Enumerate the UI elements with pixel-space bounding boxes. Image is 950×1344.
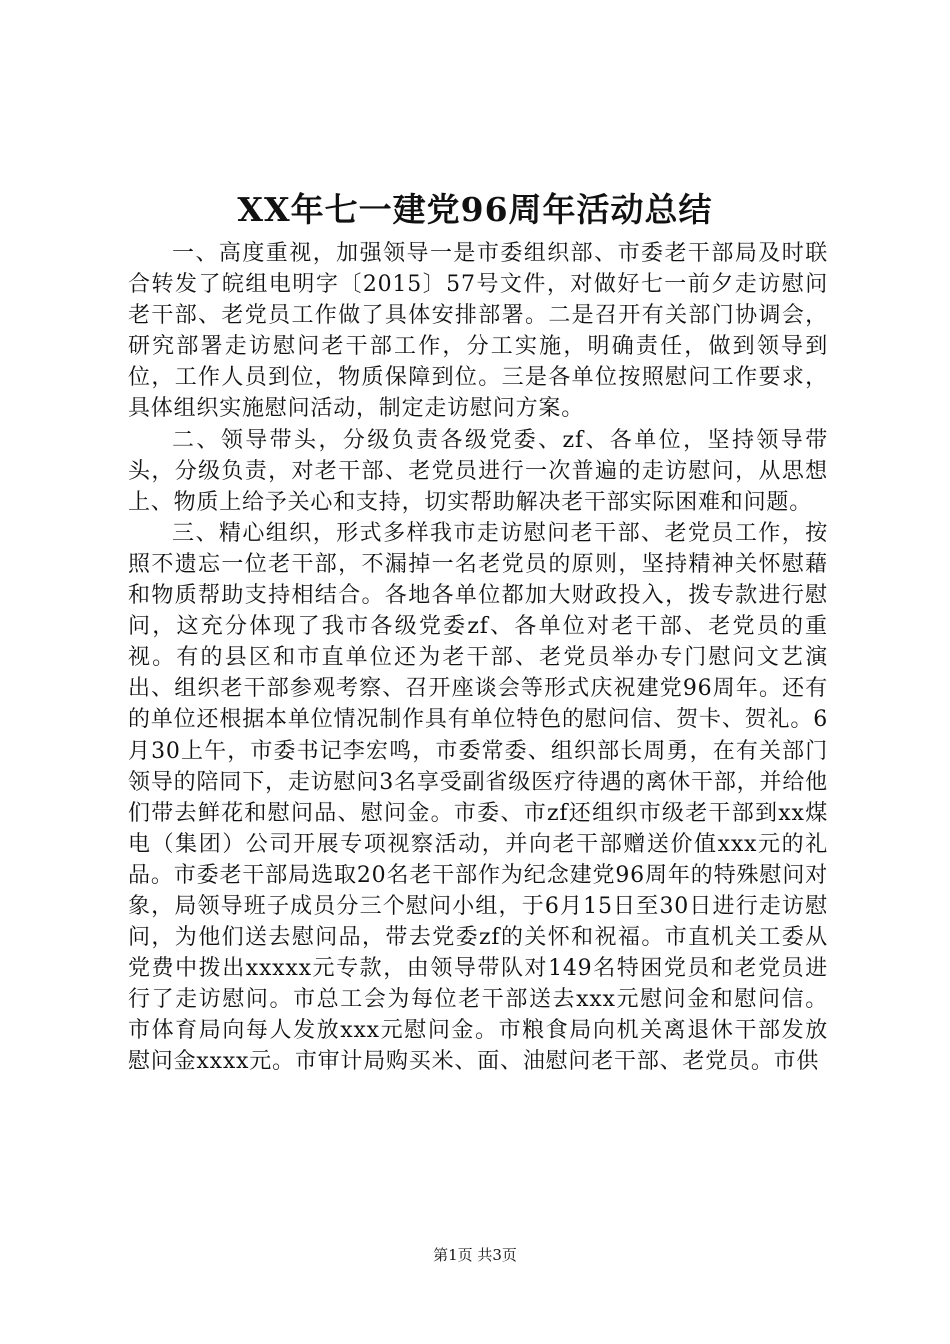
document-body [128, 238, 828, 1078]
page-number-footer: 第1页 共3页 [433, 1246, 517, 1264]
document-title: XX年七一建党96周年活动总结 [237, 190, 713, 229]
paragraph-2: 二、领导带头，分级负责各级党委、zf、各单位，坚持领导带头，分级负责，对老干部、老党员进行一次普遍的走访慰问，从思想上、物质上给予关心和支持，切实帮助解决老干部实际困难和问题。 [128, 427, 828, 515]
paragraph-1: 一、高度重视，加强领导一是市委组织部、市委老干部局及时联合转发了皖组电明字〔2015〕57号文件，对做好七一前夕走访慰问老干部、老党员工作做了具体安排部署。二是召开有关部门协调会，研究部署走访慰问老干部工作，分工实施，明确责任，做到领导到位，工作人员到位，物质保障到位。三是各单位按照慰问工作要求，具体组织实施慰问活动，制定走访慰问方案。 [128, 241, 828, 422]
paragraph-3: 三、精心组织，形式多样我市走访慰问老干部、老党员工作，按照不遗忘一位老干部，不漏掉一名老党员的原则，坚持精神关怀慰藉和物质帮助支持相结合。各地各单位都加大财政投入，拨专款进行慰问，这充分体现了我市各级党委zf、各单位对老干部、老党员的重视。有的县区和市直单位还为老干部、老党员举办专门慰问文艺演出、组织老干部参观考察、召开座谈会等形式庆祝建党96周年。还有的单位还根据本单位情况制作具有单位特色的慰问信、贺卡、贺礼。6月30上午，市委书记李宏鸣，市委常委、组织部长周勇，在有关部门领导的陪同下，走访慰问3名享受副省级医疗待遇的离休干部，并给他们带去鲜花和慰问品、慰问金。市委、市zf还组织市级老干部到xx煤电（集团）公司开展专项视察活动，并向老干部赠送价值xxx元的礼品。市委老干部局选取20名老干部作为纪念建党96周年的特殊慰问对象，局领导班子成员分三个慰问小组，于6月15日至30日进行走访慰问，为他们送去慰问品，带去党委zf的关怀和祝福。市直机关工委从党费中拨出xxxxx元专款，由领导带队对149名特困党员和老党员进行了走访慰问。市总工会为每位老干部送去xxx元慰问金和慰问信。市体育局向每人发放xxx元慰问金。市粮食局向机关离退休干部发放慰问金xxxx元。市审计局购买米、面、油慰问老干部、老党员。市供 [128, 520, 828, 1075]
